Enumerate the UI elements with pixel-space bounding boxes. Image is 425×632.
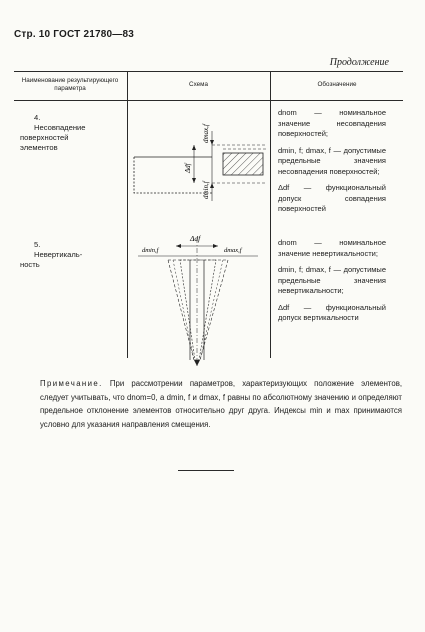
end-rule xyxy=(178,470,234,471)
base-point xyxy=(194,360,200,366)
param-row-2-number: 5. Невертикаль- xyxy=(34,240,83,259)
scheme-nonverticality-diagram xyxy=(128,220,270,370)
column-header-designation: Обозначение xyxy=(317,81,357,88)
designation-row-2 xyxy=(278,238,386,330)
table-top-rule xyxy=(14,71,403,72)
tolerance-zone-inner xyxy=(180,260,216,360)
param-row-1-name: поверхностей элементов xyxy=(20,133,69,152)
deviation-line-right xyxy=(200,260,223,360)
column-header-parameter: Наименование результирующего параметра xyxy=(21,77,119,92)
scheme2-label-dmax: dmax,f xyxy=(224,247,242,254)
arrow-min xyxy=(210,183,214,188)
note-text: При рассмотрении параметров, характеризующих положение элементов, следует учитывать, что dnom=0, а dmin, f и dmax, f равны по абсолютному значению и определяют предельное отклонение элементов относительно друг друга. Индексы min и max принимаются условно для указания направления смещения. xyxy=(40,379,403,429)
scheme2-label-delta: Δdf xyxy=(190,234,201,243)
designation-row-1 xyxy=(278,108,386,221)
tolerance-zone-outer xyxy=(168,260,228,360)
arrow-max xyxy=(210,140,214,145)
table-col-divider-2 xyxy=(270,71,271,358)
scheme-label-delta: Δdf xyxy=(184,163,192,173)
page-header: Стр. 10 ГОСТ 21780—83 xyxy=(14,29,134,40)
continued-label: Продолжение xyxy=(329,57,389,68)
arrow-right-top xyxy=(213,244,218,248)
param-row-2-name: ность xyxy=(20,260,40,269)
designation-row-2-nom: dnom — номинальное значение невертикальности; xyxy=(278,238,386,258)
deviation-line-left xyxy=(173,260,194,360)
scheme-label-dmin: dmin,f xyxy=(202,181,210,199)
param-row-2 xyxy=(20,240,90,270)
scheme-mismatch-diagram xyxy=(128,101,270,219)
note-label: Примечание. xyxy=(40,379,103,388)
designation-row-2-minmax: dmin, f; dmax, f — допустимые предельные значения невертикальности; xyxy=(278,265,386,295)
scheme2-label-dmin: dmin,f xyxy=(142,247,159,254)
param-row-1-number: 4. Несовпадение xyxy=(34,113,86,132)
designation-row-2-delta: Δdf — функциональный допуск вертикальности xyxy=(278,302,386,322)
designation-row-1-delta: Δdf — функциональный допуск совпадения поверхностей xyxy=(278,183,386,213)
lower-element-outline xyxy=(134,157,212,193)
designation-row-1-nom: dnom — номинальное значение несовпадения поверхностей; xyxy=(278,108,386,138)
param-row-1 xyxy=(20,113,90,153)
upper-element-hatch xyxy=(223,153,263,175)
arrow-left-top xyxy=(176,244,181,248)
designation-row-1-minmax: dmin, f; dmax, f — допустимые предельные значения несовпадения поверхностей; xyxy=(278,145,386,176)
scheme-label-dmax: dmax,f xyxy=(202,124,210,143)
note-paragraph xyxy=(40,377,402,431)
column-header-scheme: Схема xyxy=(189,81,208,88)
